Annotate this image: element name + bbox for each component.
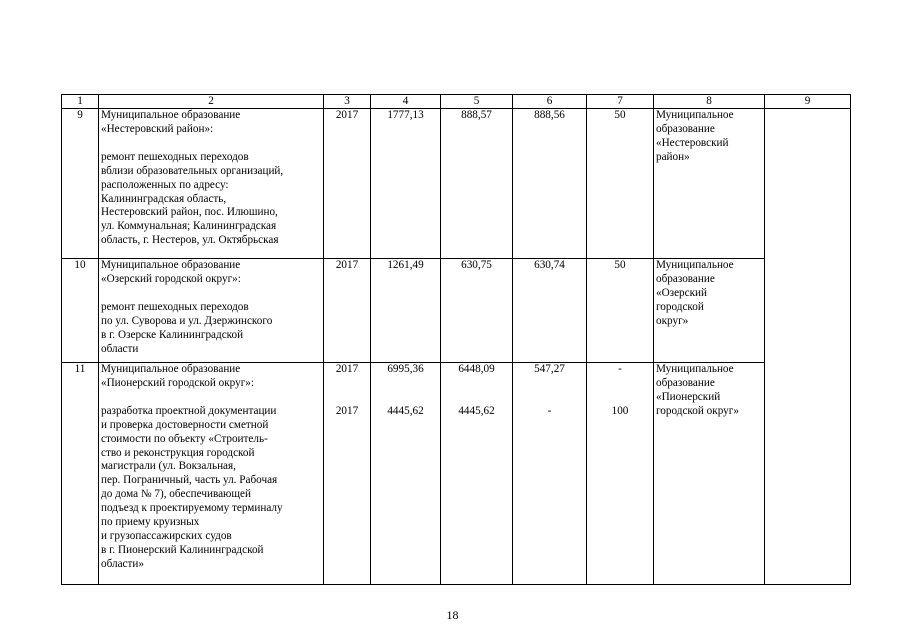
value-sub: 100 — [611, 404, 629, 417]
data-table — [61, 94, 851, 585]
description-body: ремонт пешеходных переходов по ул. Суворова и ул. Дзержинского в г. Озерске Калининградской области — [101, 300, 273, 355]
header-cell: 2 — [99, 95, 324, 109]
value-cell: 1777,13 — [371, 109, 441, 259]
header-cell: 1 — [62, 95, 99, 109]
header-cell: 4 — [371, 95, 441, 109]
value-cell: 888,56 — [513, 109, 587, 259]
table-row — [62, 109, 851, 259]
value-total: 547,27 — [534, 363, 565, 375]
value-cell: 1261,49 — [371, 259, 441, 363]
description-title: Муниципальное образование «Озерский городской округ»: — [101, 259, 241, 285]
value-cell — [513, 363, 587, 585]
description-body: разработка проектной документации и проверка достоверности сметной стоимости по объекту «Строитель- ство и реконструкция городской магистрали (ул. Вокзальная, пер. Пограничный, часть ул. Рабочая до дома № 7), обеспечивающей подъезд к проектируемому терминалу по приему круизных и грузопассажирских судов в г. Пионерский Калининградской области» — [101, 404, 283, 570]
header-row — [62, 95, 851, 109]
description-cell — [99, 259, 324, 363]
header-cell: 8 — [654, 95, 765, 109]
header-cell: 5 — [441, 95, 513, 109]
table-row — [62, 363, 851, 585]
page-number: 18 — [446, 608, 459, 622]
value-cell: 50 — [587, 109, 654, 259]
recipient-cell — [654, 109, 765, 259]
value-total: 6995,36 — [387, 363, 424, 375]
header-cell: 6 — [513, 95, 587, 109]
recipient-cell — [654, 363, 765, 585]
recipient-text: Муниципальное образование «Нестеровский район» — [656, 109, 734, 163]
empty-cell — [765, 109, 851, 585]
value-cell: 630,75 — [441, 259, 513, 363]
recipient-cell — [654, 259, 765, 363]
description-title: Муниципальное образование «Пионерский городской округ»: — [101, 363, 255, 389]
description-body: ремонт пешеходных переходов вблизи образовательных организаций, расположенных по адресу: Калининградская область, Нестеровский район, пос. Илюшино, ул. Коммунальная; Калининградская область, г. Нестеров, ул. Октябрьская — [101, 150, 284, 247]
value-total: - — [618, 363, 622, 375]
row-number: 10 — [62, 259, 99, 363]
row-number: 11 — [62, 363, 99, 585]
year-sub: 2017 — [335, 404, 359, 417]
header-cell: 7 — [587, 95, 654, 109]
header-cell: 3 — [324, 95, 371, 109]
row-number: 9 — [62, 109, 99, 259]
year-cell: 2017 — [324, 109, 371, 259]
value-cell — [371, 363, 441, 585]
value-cell — [441, 363, 513, 585]
value-sub: 4445,62 — [387, 404, 424, 417]
value-sub: 4445,62 — [458, 404, 495, 417]
value-cell: 50 — [587, 259, 654, 363]
value-sub: - — [547, 404, 552, 417]
description-cell — [99, 363, 324, 585]
value-cell: 888,57 — [441, 109, 513, 259]
year-total: 2017 — [335, 363, 359, 375]
year-cell — [324, 363, 371, 585]
recipient-text: Муниципальное образование «Озерский городской округ» — [656, 259, 734, 327]
recipient-text: Муниципальное образование «Пионерский городской округ» — [656, 363, 739, 417]
description-cell — [99, 109, 324, 259]
value-total: 6448,09 — [458, 363, 495, 375]
value-cell — [587, 363, 654, 585]
value-cell: 630,74 — [513, 259, 587, 363]
table-row — [62, 259, 851, 363]
description-title: Муниципальное образование «Нестеровский район»: — [101, 109, 241, 135]
year-cell: 2017 — [324, 259, 371, 363]
header-cell: 9 — [765, 95, 851, 109]
